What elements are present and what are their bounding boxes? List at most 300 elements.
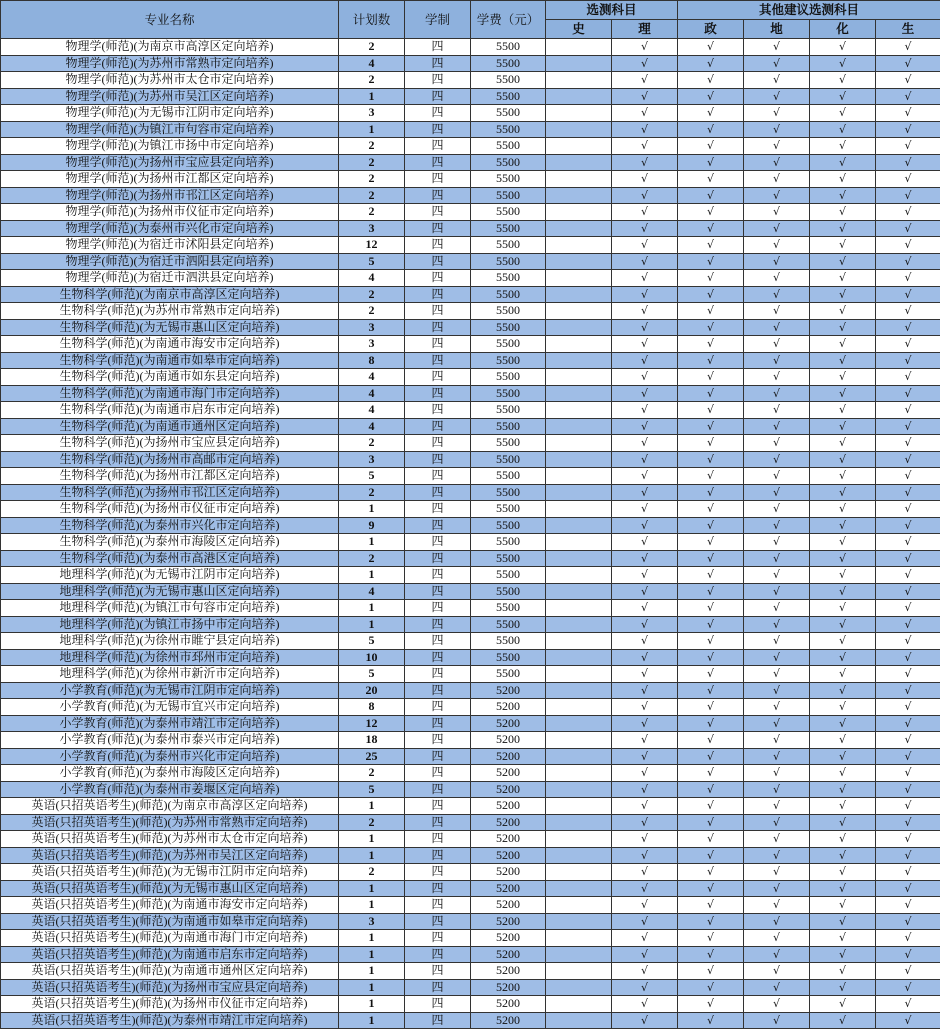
fee-cell: 5500 (471, 154, 546, 171)
plan-count-cell: 1 (339, 1012, 405, 1029)
table-row (1, 913, 940, 930)
biology-check-cell: √ (876, 1012, 940, 1029)
biology-check-cell: √ (876, 270, 940, 287)
plan-count-cell: 1 (339, 897, 405, 914)
plan-count-cell: 1 (339, 963, 405, 980)
biology-check-cell: √ (876, 550, 940, 567)
fee-cell: 5200 (471, 880, 546, 897)
duration-cell: 四 (405, 649, 471, 666)
biology-check-cell: √ (876, 187, 940, 204)
history-cell (546, 121, 612, 138)
fee-cell: 5500 (471, 517, 546, 534)
politics-check-cell: √ (678, 550, 744, 567)
geography-check-cell: √ (744, 864, 810, 881)
biology-check-cell: √ (876, 616, 940, 633)
history-cell (546, 72, 612, 89)
chemistry-check-cell: √ (810, 220, 876, 237)
history-cell (546, 270, 612, 287)
fee-cell: 5500 (471, 121, 546, 138)
duration-cell: 四 (405, 567, 471, 584)
table-row (1, 930, 940, 947)
biology-check-cell: √ (876, 963, 940, 980)
geography-check-cell: √ (744, 567, 810, 584)
duration-cell: 四 (405, 237, 471, 254)
history-cell (546, 897, 612, 914)
history-cell (546, 765, 612, 782)
physics-check-cell: √ (612, 55, 678, 72)
plan-count-cell: 5 (339, 781, 405, 798)
physics-check-cell: √ (612, 187, 678, 204)
major-name-cell: 地理科学(师范)(为无锡市江阴市定向培养) (1, 567, 339, 584)
fee-cell: 5500 (471, 319, 546, 336)
history-cell (546, 451, 612, 468)
physics-check-cell: √ (612, 154, 678, 171)
table-row (1, 996, 940, 1013)
major-name-cell: 地理科学(师范)(为徐州市邳州市定向培养) (1, 649, 339, 666)
geography-check-cell: √ (744, 402, 810, 419)
politics-check-cell: √ (678, 303, 744, 320)
politics-check-cell: √ (678, 765, 744, 782)
fee-cell: 5500 (471, 418, 546, 435)
duration-cell: 四 (405, 39, 471, 56)
biology-check-cell: √ (876, 121, 940, 138)
history-cell (546, 715, 612, 732)
biology-check-cell: √ (876, 633, 940, 650)
fee-cell: 5500 (471, 220, 546, 237)
table-row (1, 319, 940, 336)
geography-check-cell: √ (744, 253, 810, 270)
duration-cell: 四 (405, 897, 471, 914)
fee-cell: 5500 (471, 171, 546, 188)
plan-count-cell: 2 (339, 550, 405, 567)
table-row (1, 402, 940, 419)
table-row (1, 501, 940, 518)
plan-count-cell: 2 (339, 204, 405, 221)
history-cell (546, 138, 612, 155)
history-cell (546, 220, 612, 237)
physics-check-cell: √ (612, 121, 678, 138)
geography-check-cell: √ (744, 385, 810, 402)
biology-check-cell: √ (876, 930, 940, 947)
geography-check-cell: √ (744, 748, 810, 765)
fee-cell: 5200 (471, 699, 546, 716)
geography-check-cell: √ (744, 880, 810, 897)
duration-cell: 四 (405, 996, 471, 1013)
duration-cell: 四 (405, 1012, 471, 1029)
chemistry-check-cell: √ (810, 946, 876, 963)
fee-cell: 5500 (471, 484, 546, 501)
fee-cell: 5200 (471, 814, 546, 831)
duration-cell: 四 (405, 501, 471, 518)
duration-cell: 四 (405, 765, 471, 782)
biology-check-cell: √ (876, 732, 940, 749)
politics-check-cell: √ (678, 138, 744, 155)
table-row (1, 814, 940, 831)
physics-check-cell: √ (612, 996, 678, 1013)
plan-count-cell: 1 (339, 979, 405, 996)
chemistry-check-cell: √ (810, 550, 876, 567)
biology-check-cell: √ (876, 781, 940, 798)
geography-check-cell: √ (744, 55, 810, 72)
politics-check-cell: √ (678, 996, 744, 1013)
header-biology: 生 (876, 20, 940, 39)
major-name-cell: 生物科学(师范)(为南通市启东市定向培养) (1, 402, 339, 419)
physics-check-cell: √ (612, 979, 678, 996)
history-cell (546, 946, 612, 963)
chemistry-check-cell: √ (810, 847, 876, 864)
plan-count-cell: 2 (339, 814, 405, 831)
politics-check-cell: √ (678, 864, 744, 881)
table-row (1, 138, 940, 155)
geography-check-cell: √ (744, 138, 810, 155)
physics-check-cell: √ (612, 913, 678, 930)
chemistry-check-cell: √ (810, 105, 876, 122)
fee-cell: 5500 (471, 55, 546, 72)
politics-check-cell: √ (678, 979, 744, 996)
plan-count-cell: 2 (339, 484, 405, 501)
history-cell (546, 418, 612, 435)
duration-cell: 四 (405, 402, 471, 419)
table-row (1, 336, 940, 353)
duration-cell: 四 (405, 121, 471, 138)
geography-check-cell: √ (744, 220, 810, 237)
politics-check-cell: √ (678, 88, 744, 105)
geography-check-cell: √ (744, 600, 810, 617)
geography-check-cell: √ (744, 550, 810, 567)
plan-count-cell: 1 (339, 616, 405, 633)
fee-cell: 5200 (471, 682, 546, 699)
chemistry-check-cell: √ (810, 814, 876, 831)
major-name-cell: 英语(只招英语考生)(师范)(为无锡市江阴市定向培养) (1, 864, 339, 881)
history-cell (546, 699, 612, 716)
biology-check-cell: √ (876, 319, 940, 336)
duration-cell: 四 (405, 550, 471, 567)
plan-count-cell: 1 (339, 847, 405, 864)
duration-cell: 四 (405, 187, 471, 204)
major-name-cell: 生物科学(师范)(为扬州市高邮市定向培养) (1, 451, 339, 468)
fee-cell: 5200 (471, 732, 546, 749)
geography-check-cell: √ (744, 666, 810, 683)
geography-check-cell: √ (744, 418, 810, 435)
fee-cell: 5200 (471, 963, 546, 980)
table-row (1, 633, 940, 650)
major-name-cell: 生物科学(师范)(为扬州市仪征市定向培养) (1, 501, 339, 518)
chemistry-check-cell: √ (810, 963, 876, 980)
table-row (1, 484, 940, 501)
geography-check-cell: √ (744, 946, 810, 963)
chemistry-check-cell: √ (810, 517, 876, 534)
physics-check-cell: √ (612, 501, 678, 518)
major-name-cell: 小学教育(师范)(为泰州市兴化市定向培养) (1, 748, 339, 765)
header-physics: 理 (612, 20, 678, 39)
major-name-cell: 小学教育(师范)(为泰州市海陵区定向培养) (1, 765, 339, 782)
geography-check-cell: √ (744, 369, 810, 386)
duration-cell: 四 (405, 220, 471, 237)
physics-check-cell: √ (612, 352, 678, 369)
chemistry-check-cell: √ (810, 534, 876, 551)
major-name-cell: 物理学(师范)(为扬州市宝应县定向培养) (1, 154, 339, 171)
politics-check-cell: √ (678, 451, 744, 468)
history-cell (546, 105, 612, 122)
chemistry-check-cell: √ (810, 286, 876, 303)
chemistry-check-cell: √ (810, 319, 876, 336)
politics-check-cell: √ (678, 418, 744, 435)
major-name-cell: 物理学(师范)(为扬州市邗江区定向培养) (1, 187, 339, 204)
plan-count-cell: 9 (339, 517, 405, 534)
history-cell (546, 88, 612, 105)
header-major: 专业名称 (1, 1, 339, 39)
geography-check-cell: √ (744, 468, 810, 485)
chemistry-check-cell: √ (810, 154, 876, 171)
fee-cell: 5200 (471, 748, 546, 765)
plan-count-cell: 1 (339, 501, 405, 518)
plan-count-cell: 2 (339, 286, 405, 303)
duration-cell: 四 (405, 633, 471, 650)
major-name-cell: 小学教育(师范)(为泰州市姜堰区定向培养) (1, 781, 339, 798)
plan-count-cell: 8 (339, 352, 405, 369)
duration-cell: 四 (405, 435, 471, 452)
physics-check-cell: √ (612, 847, 678, 864)
table-row (1, 649, 940, 666)
chemistry-check-cell: √ (810, 418, 876, 435)
geography-check-cell: √ (744, 171, 810, 188)
fee-cell: 5200 (471, 996, 546, 1013)
biology-check-cell: √ (876, 880, 940, 897)
politics-check-cell: √ (678, 72, 744, 89)
biology-check-cell: √ (876, 402, 940, 419)
politics-check-cell: √ (678, 402, 744, 419)
major-name-cell: 小学教育(师范)(为泰州市泰兴市定向培养) (1, 732, 339, 749)
fee-cell: 5500 (471, 237, 546, 254)
header-politics: 政 (678, 20, 744, 39)
plan-count-cell: 1 (339, 880, 405, 897)
table-row (1, 1012, 940, 1029)
geography-check-cell: √ (744, 765, 810, 782)
plan-count-cell: 5 (339, 666, 405, 683)
plan-count-cell: 2 (339, 435, 405, 452)
physics-check-cell: √ (612, 1012, 678, 1029)
politics-check-cell: √ (678, 369, 744, 386)
geography-check-cell: √ (744, 715, 810, 732)
major-name-cell: 英语(只招英语考生)(师范)(为苏州市太仓市定向培养) (1, 831, 339, 848)
history-cell (546, 996, 612, 1013)
table-row (1, 567, 940, 584)
biology-check-cell: √ (876, 699, 940, 716)
duration-cell: 四 (405, 913, 471, 930)
duration-cell: 四 (405, 336, 471, 353)
plan-count-cell: 2 (339, 72, 405, 89)
biology-check-cell: √ (876, 864, 940, 881)
physics-check-cell: √ (612, 930, 678, 947)
fee-cell: 5200 (471, 864, 546, 881)
politics-check-cell: √ (678, 913, 744, 930)
duration-cell: 四 (405, 864, 471, 881)
politics-check-cell: √ (678, 798, 744, 815)
chemistry-check-cell: √ (810, 979, 876, 996)
history-cell (546, 666, 612, 683)
plan-count-cell: 20 (339, 682, 405, 699)
duration-cell: 四 (405, 616, 471, 633)
history-cell (546, 435, 612, 452)
geography-check-cell: √ (744, 897, 810, 914)
duration-cell: 四 (405, 699, 471, 716)
biology-check-cell: √ (876, 666, 940, 683)
major-name-cell: 物理学(师范)(为苏州市太仓市定向培养) (1, 72, 339, 89)
fee-cell: 5500 (471, 633, 546, 650)
physics-check-cell: √ (612, 633, 678, 650)
physics-check-cell: √ (612, 550, 678, 567)
history-cell (546, 237, 612, 254)
header-geography: 地 (744, 20, 810, 39)
politics-check-cell: √ (678, 930, 744, 947)
physics-check-cell: √ (612, 402, 678, 419)
duration-cell: 四 (405, 814, 471, 831)
geography-check-cell: √ (744, 682, 810, 699)
politics-check-cell: √ (678, 633, 744, 650)
table-row (1, 781, 940, 798)
fee-cell: 5200 (471, 765, 546, 782)
plan-count-cell: 1 (339, 567, 405, 584)
politics-check-cell: √ (678, 171, 744, 188)
geography-check-cell: √ (744, 352, 810, 369)
politics-check-cell: √ (678, 253, 744, 270)
physics-check-cell: √ (612, 699, 678, 716)
geography-check-cell: √ (744, 847, 810, 864)
politics-check-cell: √ (678, 435, 744, 452)
major-name-cell: 物理学(师范)(为无锡市江阴市定向培养) (1, 105, 339, 122)
table-row (1, 897, 940, 914)
major-name-cell: 英语(只招英语考生)(师范)(为南京市高淳区定向培养) (1, 798, 339, 815)
history-cell (546, 253, 612, 270)
fee-cell: 5200 (471, 930, 546, 947)
fee-cell: 5500 (471, 352, 546, 369)
geography-check-cell: √ (744, 517, 810, 534)
major-name-cell: 英语(只招英语考生)(师范)(为南通市通州区定向培养) (1, 963, 339, 980)
history-cell (546, 864, 612, 881)
plan-count-cell: 3 (339, 336, 405, 353)
politics-check-cell: √ (678, 39, 744, 56)
table-row (1, 979, 940, 996)
chemistry-check-cell: √ (810, 996, 876, 1013)
major-name-cell: 英语(只招英语考生)(师范)(为苏州市吴江区定向培养) (1, 847, 339, 864)
physics-check-cell: √ (612, 666, 678, 683)
fee-cell: 5200 (471, 798, 546, 815)
history-cell (546, 319, 612, 336)
fee-cell: 5200 (471, 979, 546, 996)
chemistry-check-cell: √ (810, 501, 876, 518)
geography-check-cell: √ (744, 963, 810, 980)
geography-check-cell: √ (744, 732, 810, 749)
chemistry-check-cell: √ (810, 270, 876, 287)
biology-check-cell: √ (876, 649, 940, 666)
duration-cell: 四 (405, 732, 471, 749)
major-name-cell: 英语(只招英语考生)(师范)(为扬州市仪征市定向培养) (1, 996, 339, 1013)
table-row (1, 831, 940, 848)
duration-cell: 四 (405, 880, 471, 897)
major-name-cell: 英语(只招英语考生)(师范)(为扬州市宝应县定向培养) (1, 979, 339, 996)
duration-cell: 四 (405, 154, 471, 171)
history-cell (546, 303, 612, 320)
chemistry-check-cell: √ (810, 633, 876, 650)
geography-check-cell: √ (744, 930, 810, 947)
major-name-cell: 物理学(师范)(为宿迁市泗洪县定向培养) (1, 270, 339, 287)
biology-check-cell: √ (876, 204, 940, 221)
plan-count-cell: 1 (339, 798, 405, 815)
major-name-cell: 生物科学(师范)(为泰州市海陵区定向培养) (1, 534, 339, 551)
duration-cell: 四 (405, 171, 471, 188)
biology-check-cell: √ (876, 336, 940, 353)
history-cell (546, 847, 612, 864)
plan-count-cell: 5 (339, 468, 405, 485)
politics-check-cell: √ (678, 781, 744, 798)
politics-check-cell: √ (678, 583, 744, 600)
geography-check-cell: √ (744, 187, 810, 204)
physics-check-cell: √ (612, 781, 678, 798)
plan-count-cell: 1 (339, 88, 405, 105)
fee-cell: 5500 (471, 286, 546, 303)
biology-check-cell: √ (876, 501, 940, 518)
duration-cell: 四 (405, 55, 471, 72)
table-row (1, 187, 940, 204)
physics-check-cell: √ (612, 534, 678, 551)
fee-cell: 5500 (471, 88, 546, 105)
chemistry-check-cell: √ (810, 468, 876, 485)
physics-check-cell: √ (612, 897, 678, 914)
major-name-cell: 物理学(师范)(为宿迁市泗阳县定向培养) (1, 253, 339, 270)
chemistry-check-cell: √ (810, 402, 876, 419)
biology-check-cell: √ (876, 996, 940, 1013)
duration-cell: 四 (405, 204, 471, 221)
politics-check-cell: √ (678, 55, 744, 72)
physics-check-cell: √ (612, 435, 678, 452)
major-name-cell: 英语(只招英语考生)(师范)(为无锡市惠山区定向培养) (1, 880, 339, 897)
geography-check-cell: √ (744, 319, 810, 336)
fee-cell: 5500 (471, 583, 546, 600)
politics-check-cell: √ (678, 187, 744, 204)
physics-check-cell: √ (612, 567, 678, 584)
geography-check-cell: √ (744, 451, 810, 468)
chemistry-check-cell: √ (810, 666, 876, 683)
major-name-cell: 物理学(师范)(为泰州市兴化市定向培养) (1, 220, 339, 237)
duration-cell: 四 (405, 583, 471, 600)
major-name-cell: 生物科学(师范)(为南通市如皋市定向培养) (1, 352, 339, 369)
chemistry-check-cell: √ (810, 649, 876, 666)
biology-check-cell: √ (876, 897, 940, 914)
chemistry-check-cell: √ (810, 237, 876, 254)
fee-cell: 5500 (471, 501, 546, 518)
major-name-cell: 英语(只招英语考生)(师范)(为南通市启东市定向培养) (1, 946, 339, 963)
chemistry-check-cell: √ (810, 435, 876, 452)
politics-check-cell: √ (678, 105, 744, 122)
major-name-cell: 物理学(师范)(为扬州市仪征市定向培养) (1, 204, 339, 221)
history-cell (546, 171, 612, 188)
major-name-cell: 生物科学(师范)(为无锡市惠山区定向培养) (1, 319, 339, 336)
table-row (1, 847, 940, 864)
duration-cell: 四 (405, 138, 471, 155)
physics-check-cell: √ (612, 715, 678, 732)
geography-check-cell: √ (744, 237, 810, 254)
biology-check-cell: √ (876, 385, 940, 402)
biology-check-cell: √ (876, 369, 940, 386)
major-name-cell: 物理学(师范)(为南京市高淳区定向培养) (1, 39, 339, 56)
plan-count-cell: 2 (339, 138, 405, 155)
major-name-cell: 生物科学(师范)(为泰州市高港区定向培养) (1, 550, 339, 567)
duration-cell: 四 (405, 418, 471, 435)
geography-check-cell: √ (744, 633, 810, 650)
plan-count-cell: 1 (339, 121, 405, 138)
physics-check-cell: √ (612, 270, 678, 287)
chemistry-check-cell: √ (810, 897, 876, 914)
